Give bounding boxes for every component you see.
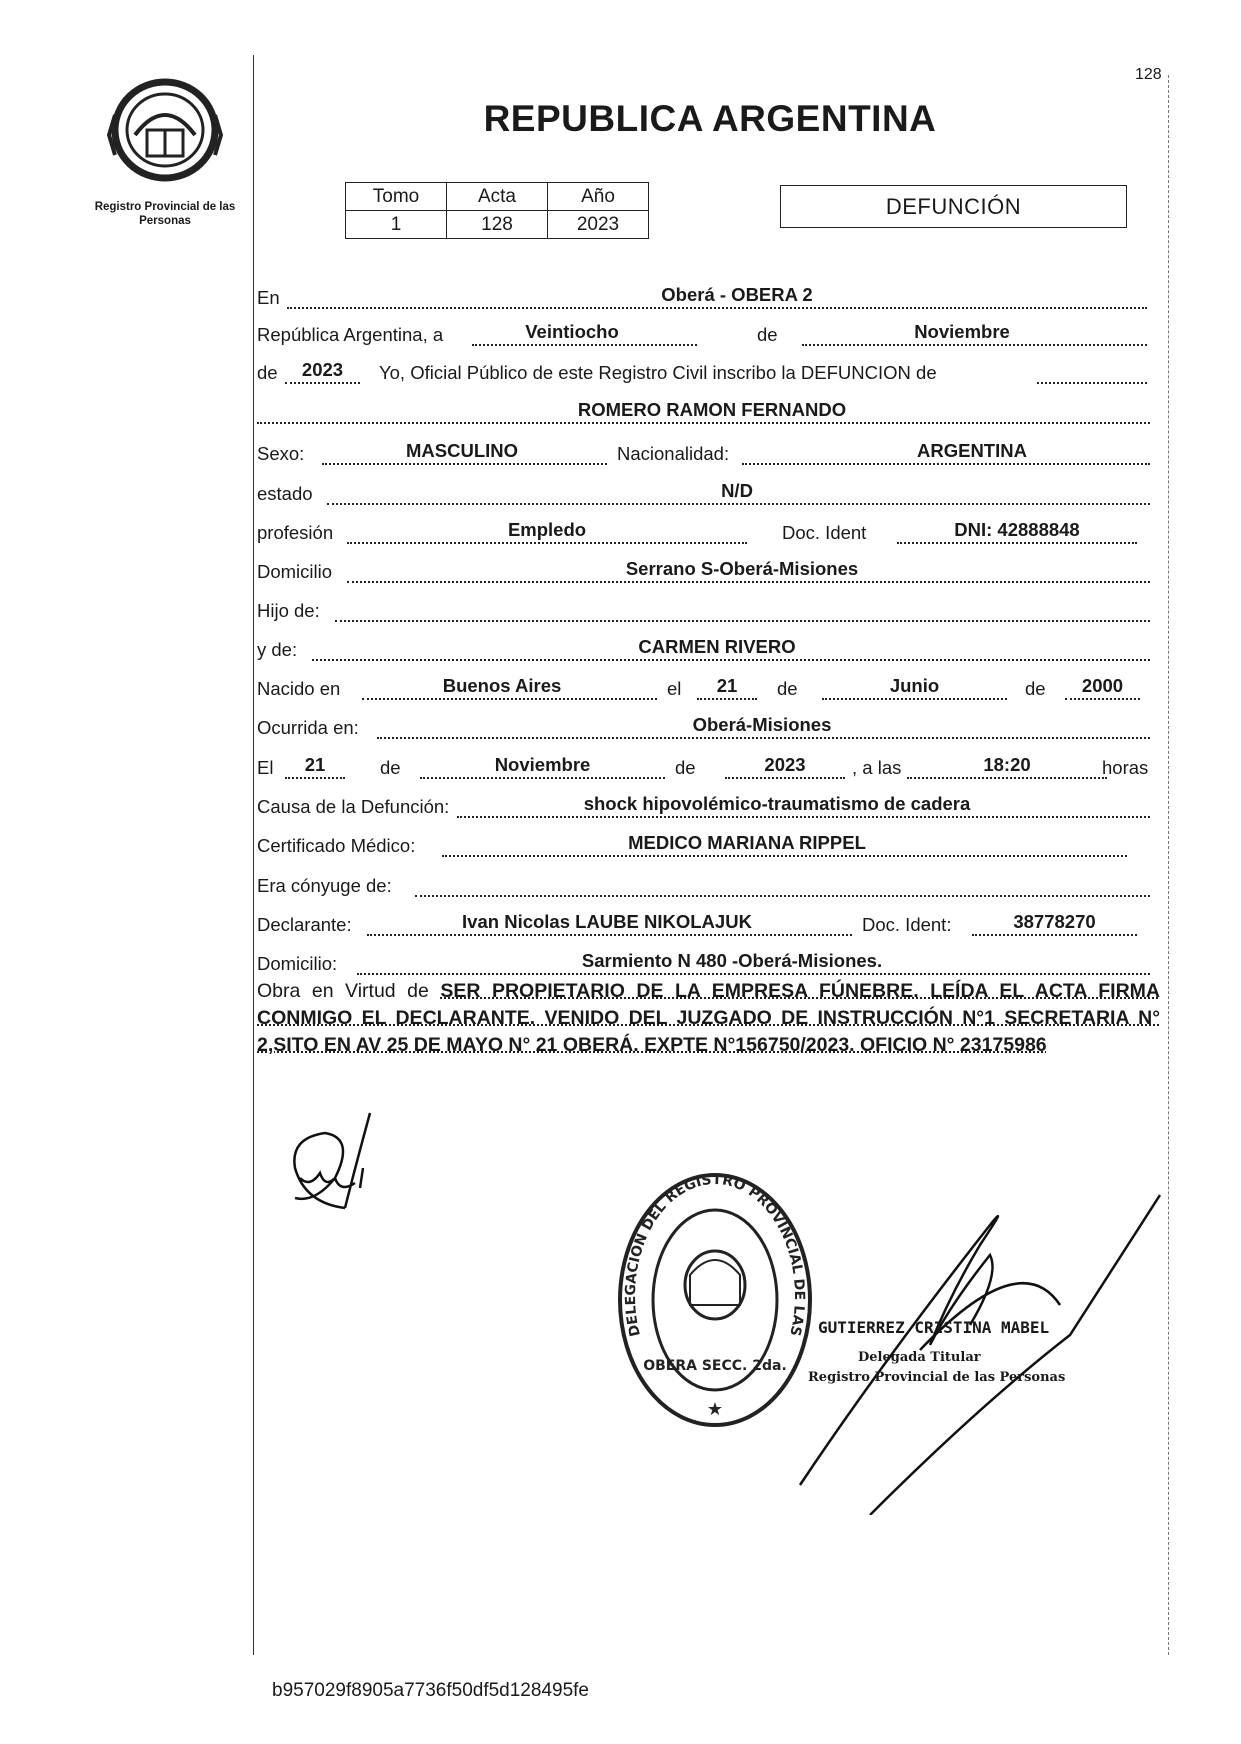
obra-paragraph [257,978,1160,1059]
dotted-line [347,542,747,544]
en-value: Oberá - OBERA 2 [661,284,813,305]
y-de-label: y de: [257,639,298,660]
dotted-line [377,737,1150,739]
stamp-inner-text: OBERA SECC. 2da. [643,1358,787,1374]
dotted-line [1065,698,1140,700]
de-d1-label: de [380,757,401,778]
tomo-value: 1 [346,211,447,239]
row-conyuge [257,869,1150,899]
dotted-line [367,934,852,936]
sexo-label: Sexo: [257,443,305,464]
en-label: En [257,287,280,308]
anio-header: Año [548,183,649,211]
sexo-value: MASCULINO [405,440,519,461]
row-profesion [257,516,1150,546]
obra-text: SER PROPIETARIO DE LA EMPRESA FÚNEBRE. LEÍDA EL ACTA FIRMA CONMIGO EL DECLARANTE. VENIDO DEL JUZGADO DE INSTRUCCIÓN N°1 SECRETARIA N° 2,SITO EN AV 25 DE MAYO N° 21 OBERÁ. EXPTE N°156750/2023. OFICIO N° 23175986 [257,980,1160,1056]
signatory-office: Registro Provincial de las Personas [808,1370,1066,1385]
dotted-line [362,698,657,700]
de2-label: de [257,362,278,383]
el-label: el [667,678,682,699]
decl-dom-label: Domicilio: [257,953,338,974]
dotted-line [972,934,1137,936]
row-name [257,396,1150,426]
record-table-value-row [346,211,649,239]
declarant-signature [275,1108,395,1218]
dotted-line [415,895,1150,897]
dotted-line [822,698,1007,700]
profesion-label: profesión [257,522,334,543]
anio-value: 2023 [548,211,649,239]
birth-day: 21 [716,675,738,696]
dotted-line [457,816,1150,818]
dotted-line [285,777,345,779]
dotted-line [742,463,1150,465]
el2-label: El [257,757,274,778]
inscribo-text: Yo, Oficial Público de este Registro Civil inscribo la DEFUNCION de [379,362,937,383]
causa-label: Causa de la Defunción: [257,796,450,817]
birth-year: 2000 [1081,675,1124,696]
dotted-line [472,344,697,346]
signatory-role: Delegada Titular [858,1350,981,1365]
province-seal-logo [105,75,225,185]
signatory-name: GUTIERREZ CRISTINA MABEL [818,1318,1050,1337]
dotted-line [257,422,1150,424]
domicilio-value: Serrano S-Oberá-Misiones [625,558,859,579]
decl-dom-value: Sarmiento N 480 -Oberá-Misiones. [581,950,883,971]
conyuge-label: Era cónyuge de: [257,875,392,896]
republica-label: República Argentina, a [257,324,444,345]
stamp-ring-text: DELEGACION DEL REGISTRO PROVINCIAL DE LAS [622,1171,808,1338]
dotted-line [347,581,1150,583]
page-title: REPUBLICA ARGENTINA [483,98,937,139]
day-value: Veintiocho [525,321,619,342]
de-b1-label: de [777,678,798,699]
dotted-line [287,307,1147,309]
death-month: Noviembre [494,754,591,775]
y-de-value: CARMEN RIVERO [638,636,796,657]
document-hash: b957029f8905a7736f50df5d128495fe [272,1680,589,1701]
dotted-line [420,777,665,779]
dotted-line [1037,382,1147,384]
a-las-label: , a las [852,757,902,778]
dotted-line [897,542,1137,544]
dotted-line [322,463,607,465]
estado-label: estado [257,483,313,504]
row-en [257,281,1150,311]
row-estado [257,477,1150,507]
causa-value: shock hipovolémico-traumatismo de cadera [583,793,971,814]
row-ocurrida [257,711,1150,741]
nacido-label: Nacido en [257,678,341,699]
hijo-label: Hijo de: [257,600,320,621]
doc-type-box: DEFUNCIÓN [780,185,1127,228]
year-value: 2023 [301,359,344,380]
nacionalidad-value: ARGENTINA [917,440,1027,461]
row-nacido [257,672,1150,702]
death-time: 18:20 [983,754,1031,775]
page-number: 128 [1135,66,1162,83]
stamp-star-icon: ★ [706,1399,724,1419]
obra-text-block [257,978,1160,1059]
domicilio-label: Domicilio [257,561,333,582]
row-declarante [257,908,1150,938]
acta-value: 128 [447,211,548,239]
month-value: Noviembre [914,321,1010,342]
dotted-line [697,698,757,700]
dotted-line [442,855,1127,857]
record-table [345,182,649,239]
dotted-line [725,777,845,779]
record-table-header-row [346,183,649,211]
deceased-name: ROMERO RAMON FERNANDO [577,399,847,420]
decl-doc-label: Doc. Ident: [862,914,952,935]
dotted-line [907,777,1107,779]
dotted-line [357,973,1150,975]
dotted-line [335,620,1150,622]
nacido-value: Buenos Aires [442,675,562,696]
decl-doc-value: 38778270 [1013,911,1096,932]
estado-value: N/D [721,480,753,501]
obra-label: Obra en Virtud de [257,980,429,1002]
profesion-value: Empledo [507,519,587,540]
row-death-date [257,751,1150,781]
de-b2-label: de [1025,678,1046,699]
row-certificado [257,829,1150,859]
nacionalidad-label: Nacionalidad: [617,443,730,464]
birth-month: Junio [889,675,940,696]
declarante-label: Declarante: [257,914,352,935]
doc-ident-label: Doc. Ident [782,522,867,543]
dotted-line [802,344,1147,346]
certificado-value: MEDICO MARIANA RIPPEL [628,832,866,853]
doc-ident-value: DNI: 42888848 [954,519,1080,540]
tomo-header: Tomo [346,183,447,211]
row-hijo [257,594,1150,624]
row-sexo [257,437,1150,467]
row-decl-domicilio [257,947,1150,977]
certificado-label: Certificado Médico: [257,835,416,856]
row-y-de [257,633,1150,663]
dotted-line [285,382,360,384]
left-margin-rule [253,55,254,1655]
row-date [257,318,1150,348]
horas-label: horas [1102,757,1149,778]
org-label: Registro Provincial de las Personas [94,201,236,227]
row-causa [257,790,1150,820]
death-year: 2023 [764,754,806,775]
ocurrida-label: Ocurrida en: [257,717,359,738]
death-day: 21 [304,754,326,775]
dotted-line [312,659,1150,661]
row-domicilio [257,555,1150,585]
acta-header: Acta [447,183,548,211]
dotted-line [327,503,1150,505]
de-d2-label: de [675,757,696,778]
row-inscribo [257,356,1150,386]
declarante-value: Ivan Nicolas LAUBE NIKOLAJUK [462,911,752,932]
ocurrida-value: Oberá-Misiones [692,714,832,735]
de-label: de [757,324,778,345]
